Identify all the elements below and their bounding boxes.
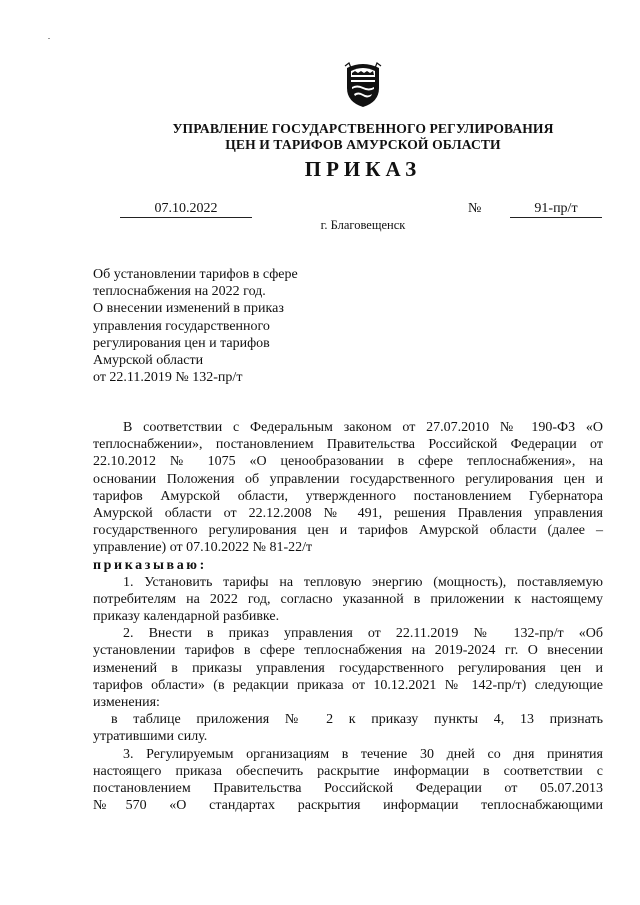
document-subject — [93, 266, 393, 386]
item2-sub-line: утратившими силу. — [93, 729, 208, 745]
item1-line: 1. Установить тарифы на тепловую энергию (мощность), поставляемую — [123, 574, 603, 590]
subject-line: О внесении изменений в приказ — [93, 301, 284, 317]
subject-line: регулирования цен и тарифов — [93, 335, 270, 351]
item3-line: 3. Регулируемым организациям в течение 30 дней со дня принятия — [123, 746, 603, 762]
preamble-line: управление) от 07.10.2022 № 81-22/т — [93, 540, 313, 556]
item3-line: настоящего приказа обеспечить раскрытие информации в соответствии с — [93, 763, 603, 779]
preamble-line: теплоснабжении», постановлением Правительства Российской Федерации от — [93, 437, 603, 453]
item2-line: изменений в приказы управления государственного регулирования цен и — [93, 660, 603, 676]
amur-region-coat-of-arms-icon — [343, 60, 383, 108]
item2-line: 2. Внести в приказ управления от 22.11.2019 № 132-пр/т «Об — [123, 626, 603, 642]
organization-name-line2: ЦЕН И ТАРИФОВ АМУРСКОЙ ОБЛАСТИ — [225, 137, 501, 152]
preamble-line: государственного регулирования цен и тарифов Амурской области (далее – — [93, 523, 603, 539]
preamble-line: В соответствии с Федеральным законом от 27.07.2010 № 190-ФЗ «О — [123, 420, 603, 435]
preamble-line: основании Положения об управлении государственного регулирования цен и — [93, 471, 603, 487]
organization-name-line1: УПРАВЛЕНИЕ ГОСУДАРСТВЕННОГО РЕГУЛИРОВАНИЯ — [172, 121, 554, 136]
number-sign: № — [468, 201, 482, 216]
subject-line: Амурской области — [93, 353, 204, 369]
document-date: 07.10.2022 — [154, 201, 218, 216]
preamble-line: Амурской области от 22.12.2008 № 491, решения Правления управления — [93, 505, 603, 521]
subject-line: управления государственного — [93, 318, 270, 334]
subject-line: Об установлении тарифов в сфере — [93, 267, 298, 282]
item3-line: постановлением Правительства Российской Федерации от 05.07.2013 — [93, 780, 603, 796]
document-number: 91-пр/т — [534, 201, 578, 216]
preamble-line: тарифов Амурской области, утвержденного постановлением Губернатора — [93, 488, 603, 504]
item1-line: приказу календарной разбивке. — [93, 609, 280, 625]
item2-sub-line: в таблице приложения № 2 к приказу пункты 4, 13 признать — [111, 712, 603, 728]
item3-line: №570 «О стандартах раскрытия информации теплоснабжающими — [93, 798, 603, 814]
subject-line: от 22.11.2019 № 132-пр/т — [93, 370, 243, 386]
document-type-title: ПРИКАЗ — [304, 157, 422, 181]
preamble-line: 22.10.2012 № 1075 «О ценообразовании в сфере теплоснабжения», на — [93, 454, 603, 470]
item2-line: установлении тарифов в сфере теплоснабжения на 2019-2024 гг. О внесении — [93, 643, 603, 659]
subject-line: теплоснабжения на 2022 год. — [93, 284, 266, 300]
city-name: г. Благовещенск — [320, 218, 406, 232]
order-word: приказываю: — [93, 557, 207, 573]
scan-speck — [48, 38, 50, 39]
item1-line: потребителям на 2022 год, согласно указанной в приложении к настоящему — [93, 591, 603, 607]
item2-line: тарифов области» (в редакции приказа от 10.12.2021 № 142-пр/т) следующие — [93, 677, 603, 693]
item2-line: изменения: — [93, 695, 160, 710]
document-body — [93, 419, 603, 814]
